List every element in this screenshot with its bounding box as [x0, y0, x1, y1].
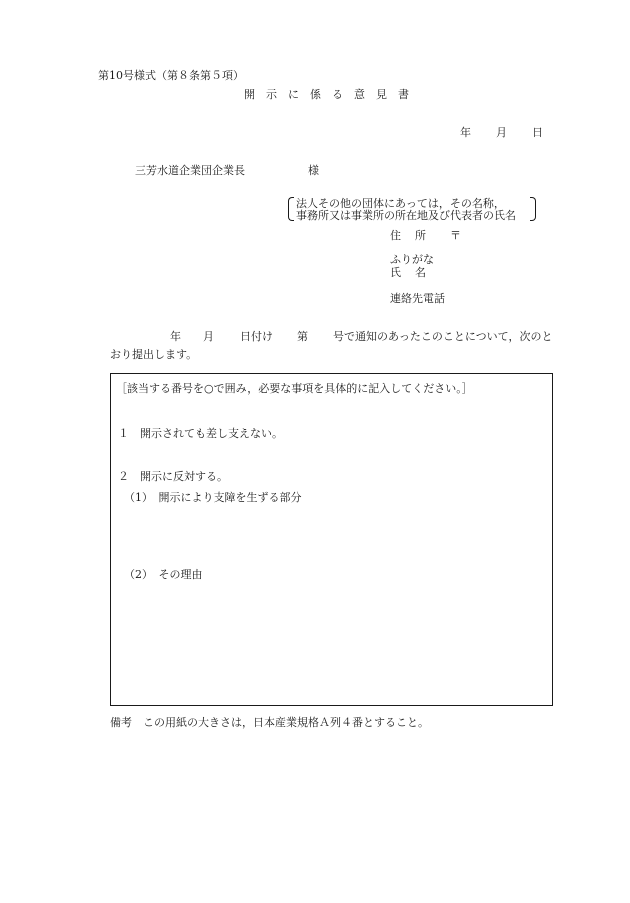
body-year: 年 — [170, 330, 181, 343]
body-dai: 第 — [297, 330, 308, 343]
item-2: ２ 開示に反対する。 — [118, 470, 228, 483]
opinion-box — [110, 373, 553, 706]
addressee-honorific: 様 — [308, 164, 319, 177]
sub-item-2: （2） その理由 — [124, 568, 203, 581]
corporate-note-line1: 法人その他の団体にあっては，その名称， — [296, 197, 505, 210]
addressee-name: 三芳水道企業団企業長 — [135, 164, 245, 177]
address-label: 住所 — [390, 229, 440, 242]
item-1: １ 開示されても差し支えない。 — [118, 427, 283, 440]
left-bracket — [288, 197, 294, 221]
body-line2: おり提出します。 — [110, 348, 198, 361]
phone-label: 連絡先電話 — [390, 292, 445, 305]
document-title: 開示に係る意見書 — [244, 88, 420, 101]
furigana-label: ふりがな — [390, 253, 434, 266]
remarks: 備考 この用紙の大きさは，日本産業規格Ａ列４番とすること。 — [110, 716, 429, 729]
date-day-label: 日 — [532, 126, 543, 139]
corporate-note-line2: 事務所又は事業所の所在地及び代表者の氏名 — [296, 209, 516, 222]
sub-item-1: （1） 開示により支障を生ずる部分 — [124, 491, 302, 504]
form-number: 第10号様式（第８条第５項） — [98, 69, 244, 82]
body-dated: 日付け — [240, 330, 273, 343]
name-label: 氏名 — [390, 266, 440, 279]
date-month-label: 月 — [496, 126, 507, 139]
date-year-label: 年 — [460, 126, 471, 139]
right-bracket — [530, 197, 536, 221]
body-rest: 号で通知のあったこのことについて，次のと — [333, 330, 553, 343]
box-instruction: ［該当する番号を○で囲み，必要な事項を具体的に記入してください。］ — [116, 382, 473, 395]
postal-mark: 〒 — [450, 229, 461, 242]
body-month: 月 — [203, 330, 214, 343]
